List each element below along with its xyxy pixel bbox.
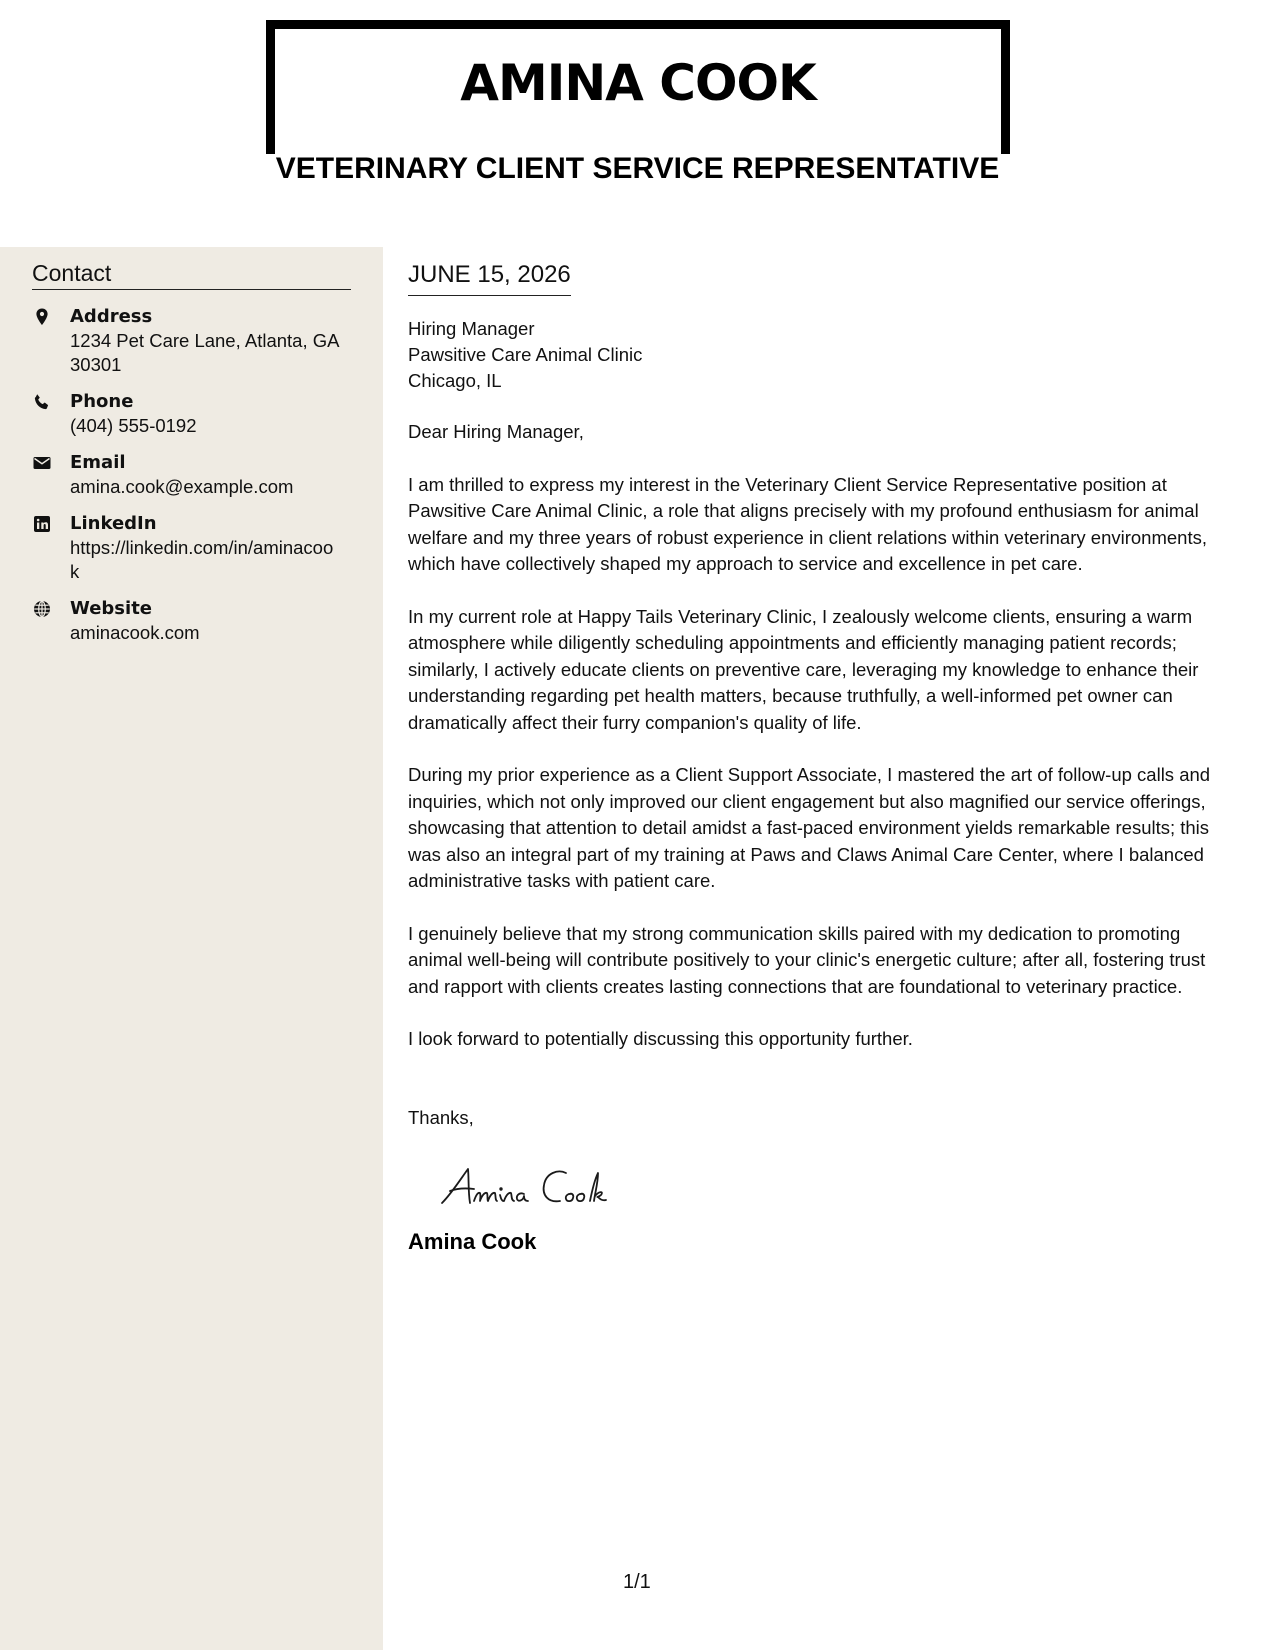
linkedin-icon — [32, 512, 70, 584]
location-pin-icon — [32, 305, 70, 377]
contact-label: LinkedIn — [70, 513, 157, 534]
letter-body — [408, 262, 1238, 1256]
paragraph: I genuinely believe that my strong communication skills paired with my dedication to promoting animal well-being will contribute positively to your clinic's energetic culture; after all, fostering trust and rapport with clients creates lasting connections that are foundational to veterinary practice. — [408, 922, 1206, 997]
contact-item-website — [32, 597, 362, 645]
job-title: VETERINARY CLIENT SERVICE REPRESENTATIVE — [275, 152, 1000, 185]
contact-label: Email — [70, 452, 126, 473]
email-value[interactable]: amina.cook@example.com — [70, 476, 294, 497]
website-value[interactable]: aminacook.com — [70, 622, 200, 643]
phone-value: (404) 555-0192 — [70, 415, 197, 436]
contact-item-phone — [32, 390, 362, 438]
phone-icon — [32, 390, 70, 438]
contact-item-email — [32, 451, 362, 499]
handwritten-signature — [438, 1159, 638, 1215]
recipient-block — [408, 316, 1238, 394]
applicant-name: AMINA COOK — [460, 54, 816, 112]
paragraph: I am thrilled to express my interest in the Veterinary Client Service Representative position at Pawsitive Care Animal Clinic, a role that aligns precisely with my profound enthusiasm for animal welfare and my three years of robust experience in client relations within veterinary environments, which have collectively shaped my approach to service and excellence in pet care. — [408, 473, 1207, 575]
globe-icon — [32, 597, 70, 645]
recipient-company: Pawsitive Care Animal Clinic — [408, 344, 643, 366]
paragraph: During my prior experience as a Client Support Associate, I mastered the art of follow-up calls and inquiries, which not only improved our client engagement but also magnified our service offerings, showcasing that attention to detail amidst a fast-paced environment yields remarkable results; this was also an integral part of my training at Paws and Claws Animal Care Center, where I balanced administrative tasks with patient care. — [408, 764, 1211, 892]
envelope-icon — [32, 451, 70, 499]
signed-name: Amina Cook — [408, 1229, 537, 1255]
contact-label: Address — [70, 306, 153, 327]
recipient-location: Chicago, IL — [408, 370, 502, 392]
linkedin-value[interactable]: https://linkedin.com/in/aminacook — [70, 537, 334, 582]
contact-label: Website — [70, 598, 153, 619]
paragraph: In my current role at Happy Tails Veterinary Clinic, I zealously welcome clients, ensuring a warm atmosphere while diligently scheduling appointments and efficiently managing patient records; similarly, I actively educate clients on preventive care, leveraging my knowledge to enhance their understanding regarding pet health matters, because truthfully, a well-informed pet owner can dramatically affect their furry companion's quality of life. — [408, 605, 1199, 733]
contact-list — [32, 305, 362, 658]
contact-heading: Contact — [32, 261, 351, 290]
contact-item-linkedin — [32, 512, 362, 584]
address-value: 1234 Pet Care Lane, Atlanta, GA 30301 — [70, 330, 339, 375]
contact-sidebar — [0, 247, 383, 1650]
contact-item-address — [32, 305, 362, 377]
paragraph: I look forward to potentially discussing this opportunity further. — [408, 1028, 913, 1050]
contact-label: Phone — [70, 391, 134, 412]
salutation: Dear Hiring Manager, — [408, 421, 584, 443]
letter-date: JUNE 15, 2026 — [408, 262, 571, 296]
closing: Thanks, — [408, 1106, 474, 1128]
recipient-title: Hiring Manager — [408, 318, 535, 340]
page-number: 1/1 — [623, 1571, 651, 1593]
